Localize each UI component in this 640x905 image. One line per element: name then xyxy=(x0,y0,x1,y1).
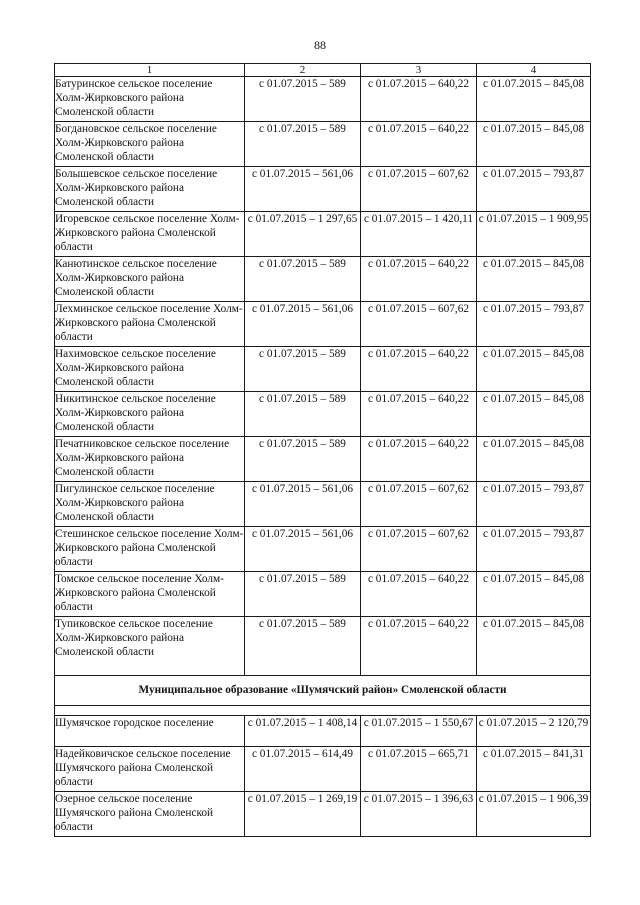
tariff-value-col4: с 01.07.2015 – 845,08 xyxy=(477,77,591,122)
page-number: 88 xyxy=(314,38,326,52)
tariff-value-col4: с 01.07.2015 – 793,87 xyxy=(477,167,591,212)
tariff-value-col4: с 01.07.2015 – 793,87 xyxy=(477,482,591,527)
table-row xyxy=(55,747,591,792)
settlement-name: Никитинское сельское поселение Холм-Жирковского района Смоленской области xyxy=(55,392,245,437)
tariff-value-col4: с 01.07.2015 – 845,08 xyxy=(477,122,591,167)
settlement-name: Богдановское сельское поселение Холм-Жирковского района Смоленской области xyxy=(55,122,245,167)
tariff-value-col2: с 01.07.2015 – 1 269,19 xyxy=(245,792,361,837)
tariff-value-col3: с 01.07.2015 – 640,22 xyxy=(361,617,477,676)
table-row xyxy=(55,792,591,837)
tariff-value-col4: с 01.07.2015 – 845,08 xyxy=(477,617,591,676)
tariff-table xyxy=(54,63,591,837)
tariff-value-col3: с 01.07.2015 – 665,71 xyxy=(361,747,477,792)
tariff-value-col2: с 01.07.2015 – 589 xyxy=(245,122,361,167)
tariff-value-col4: с 01.07.2015 – 845,08 xyxy=(477,572,591,617)
tariff-value-col2: с 01.07.2015 – 589 xyxy=(245,572,361,617)
table-row xyxy=(55,482,591,527)
tariff-value-col4: с 01.07.2015 – 841,31 xyxy=(477,747,591,792)
settlement-name: Болышевское сельское поселение Холм-Жирковского района Смоленской области xyxy=(55,167,245,212)
column-header: 3 xyxy=(361,64,477,77)
section-title: Муниципальное образование «Шумячский район» Смоленской области xyxy=(55,676,591,706)
settlement-name: Томское сельское поселение Холм-Жирковского района Смоленской области xyxy=(55,572,245,617)
settlement-name: Нахимовское сельское поселение Холм-Жирковского района Смоленской области xyxy=(55,347,245,392)
tariff-value-col2: с 01.07.2015 – 589 xyxy=(245,392,361,437)
spacer-cell xyxy=(55,706,591,716)
table-row xyxy=(55,572,591,617)
tariff-value-col4: с 01.07.2015 – 2 120,79 xyxy=(477,716,591,747)
tariff-value-col2: с 01.07.2015 – 561,06 xyxy=(245,527,361,572)
table-row xyxy=(55,347,591,392)
settlement-name: Тупиковское сельское поселение Холм-Жирковского района Смоленской области xyxy=(55,617,245,676)
tariff-value-col2: с 01.07.2015 – 561,06 xyxy=(245,482,361,527)
section-header-row xyxy=(55,676,591,706)
table-row xyxy=(55,77,591,122)
table-row xyxy=(55,392,591,437)
tariff-value-col3: с 01.07.2015 – 640,22 xyxy=(361,572,477,617)
tariff-value-col3: с 01.07.2015 – 640,22 xyxy=(361,392,477,437)
table-row xyxy=(55,527,591,572)
tariff-value-col2: с 01.07.2015 – 561,06 xyxy=(245,167,361,212)
tariff-value-col4: с 01.07.2015 – 1 909,95 xyxy=(477,212,591,257)
tariff-value-col2: с 01.07.2015 – 589 xyxy=(245,347,361,392)
tariff-value-col4: с 01.07.2015 – 845,08 xyxy=(477,392,591,437)
column-header: 2 xyxy=(245,64,361,77)
settlement-name: Надейковичское сельское поселение Шумячского района Смоленской области xyxy=(55,747,245,792)
tariff-value-col3: с 01.07.2015 – 1 396,63 xyxy=(361,792,477,837)
tariff-value-col2: с 01.07.2015 – 589 xyxy=(245,617,361,676)
tariff-value-col3: с 01.07.2015 – 607,62 xyxy=(361,527,477,572)
spacer-row xyxy=(55,706,591,716)
tariff-value-col3: с 01.07.2015 – 640,22 xyxy=(361,437,477,482)
tariff-value-col4: с 01.07.2015 – 845,08 xyxy=(477,257,591,302)
table-row xyxy=(55,437,591,482)
tariff-value-col2: с 01.07.2015 – 589 xyxy=(245,257,361,302)
table-row xyxy=(55,122,591,167)
settlement-name: Игоревское сельское поселение Холм-Жирковского района Смоленской области xyxy=(55,212,245,257)
table-row xyxy=(55,716,591,747)
settlement-name: Канютинское сельское поселение Холм-Жирковского района Смоленской области xyxy=(55,257,245,302)
column-header: 1 xyxy=(55,64,245,77)
tariff-value-col3: с 01.07.2015 – 1 420,11 xyxy=(361,212,477,257)
table-row xyxy=(55,617,591,676)
tariff-value-col3: с 01.07.2015 – 640,22 xyxy=(361,122,477,167)
column-header: 4 xyxy=(477,64,591,77)
tariff-value-col3: с 01.07.2015 – 1 550,67 xyxy=(361,716,477,747)
settlement-name: Озерное сельское поселение Шумячского района Смоленской области xyxy=(55,792,245,837)
table-row xyxy=(55,212,591,257)
tariff-value-col2: с 01.07.2015 – 1 297,65 xyxy=(245,212,361,257)
settlement-name: Печатниковское сельское поселение Холм-Жирковского района Смоленской области xyxy=(55,437,245,482)
tariff-value-col2: с 01.07.2015 – 589 xyxy=(245,437,361,482)
tariff-value-col2: с 01.07.2015 – 589 xyxy=(245,77,361,122)
tariff-value-col4: с 01.07.2015 – 845,08 xyxy=(477,347,591,392)
tariff-value-col3: с 01.07.2015 – 607,62 xyxy=(361,302,477,347)
tariff-value-col4: с 01.07.2015 – 793,87 xyxy=(477,527,591,572)
tariff-value-col4: с 01.07.2015 – 845,08 xyxy=(477,437,591,482)
table-row xyxy=(55,302,591,347)
tariff-value-col3: с 01.07.2015 – 640,22 xyxy=(361,257,477,302)
tariff-value-col2: с 01.07.2015 – 614,49 xyxy=(245,747,361,792)
table-header-row xyxy=(55,64,591,77)
tariff-value-col3: с 01.07.2015 – 640,22 xyxy=(361,347,477,392)
tariff-value-col4: с 01.07.2015 – 793,87 xyxy=(477,302,591,347)
tariff-value-col3: с 01.07.2015 – 607,62 xyxy=(361,482,477,527)
tariff-value-col4: с 01.07.2015 – 1 906,39 xyxy=(477,792,591,837)
settlement-name: Стешинское сельское поселение Холм-Жирковского района Смоленской области xyxy=(55,527,245,572)
tariff-value-col2: с 01.07.2015 – 561,06 xyxy=(245,302,361,347)
tariff-value-col3: с 01.07.2015 – 640,22 xyxy=(361,77,477,122)
table-row xyxy=(55,167,591,212)
settlement-name: Лехминское сельское поселение Холм-Жирковского района Смоленской области xyxy=(55,302,245,347)
tariff-value-col3: с 01.07.2015 – 607,62 xyxy=(361,167,477,212)
tariff-value-col2: с 01.07.2015 – 1 408,14 xyxy=(245,716,361,747)
settlement-name: Шумячское городское поселение xyxy=(55,716,245,747)
table-row xyxy=(55,257,591,302)
settlement-name: Пигулинское сельское поселение Холм-Жирковского района Смоленской области xyxy=(55,482,245,527)
settlement-name: Батуринское сельское поселение Холм-Жирковского района Смоленской области xyxy=(55,77,245,122)
